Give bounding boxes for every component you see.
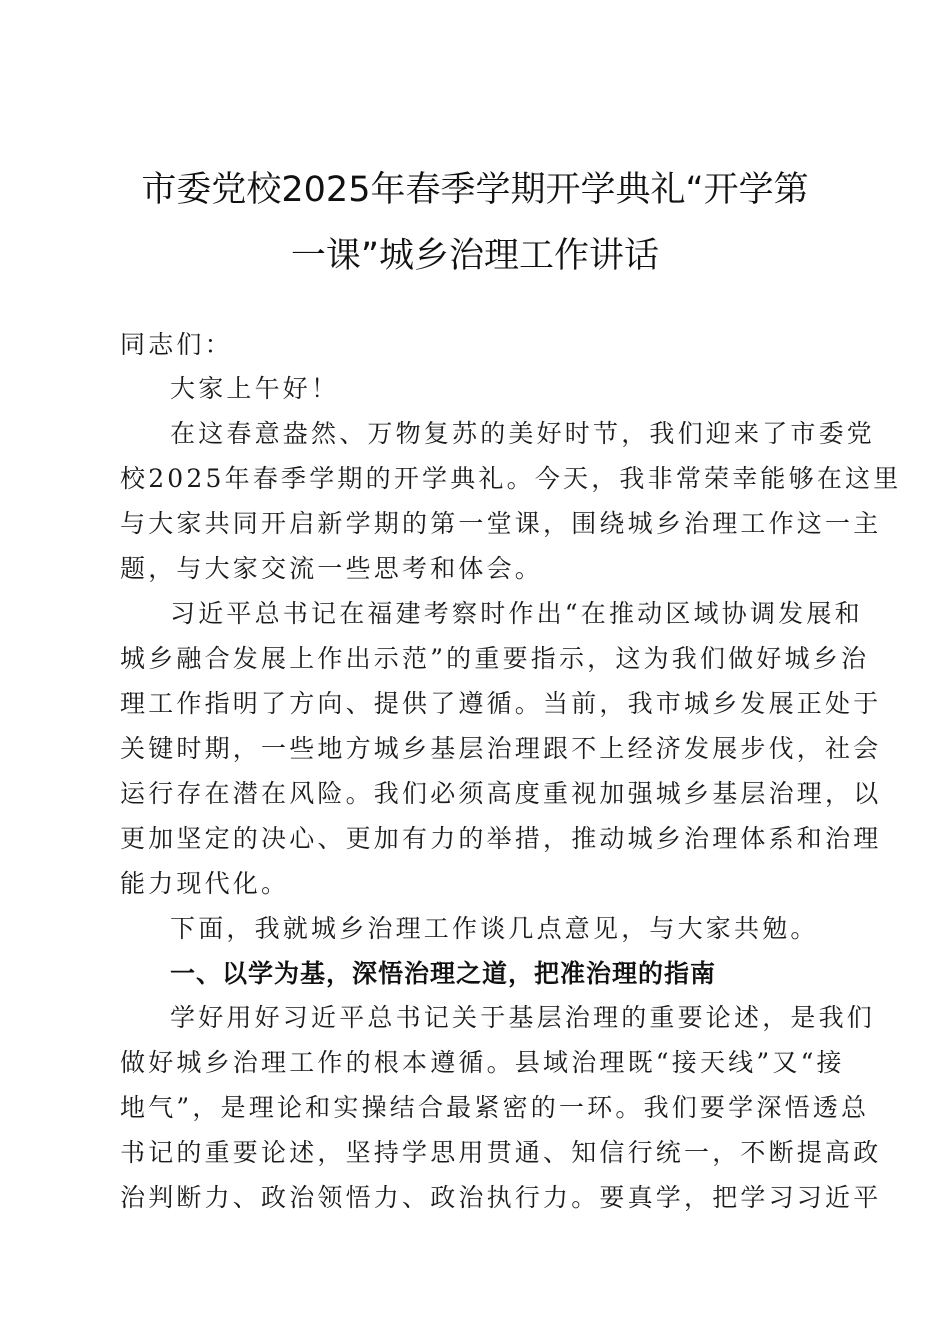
paragraph-line: 书记的重要论述，坚持学思用贯通、知信行统一，不断提高政 xyxy=(120,1138,882,1167)
paragraph-line: 校2025年春季学期的开学典礼。今天，我非常荣幸能够在这里 xyxy=(120,464,902,493)
paragraph-line: 在这春意盎然、万物复苏的美好时节，我们迎来了市委党 xyxy=(170,419,876,448)
greeting: 大家上午好！ xyxy=(170,374,340,403)
paragraph-line: 做好城乡治理工作的根本遵循。县域治理既“接天线”又“接 xyxy=(120,1048,845,1077)
paragraph-line: 能力现代化。 xyxy=(120,869,290,898)
section-heading-1: 一、以学为基，深悟治理之道，把准治理的指南 xyxy=(170,959,717,988)
paragraph-line: 运行存在潜在风险。我们必须高度重视加强城乡基层治理，以 xyxy=(120,779,882,808)
paragraph-line: 关键时期，一些地方城乡基层治理跟不上经济发展步伐，社会 xyxy=(120,734,882,763)
paragraph-line: 城乡融合发展上作出示范”的重要指示，这为我们做好城乡治 xyxy=(120,644,870,673)
paragraph-line: 与大家共同开启新学期的第一堂课，围绕城乡治理工作这一主 xyxy=(120,509,882,538)
paragraph-line: 治判断力、政治领悟力、政治执行力。要真学，把学习习近平 xyxy=(120,1183,882,1212)
paragraph-line: 更加坚定的决心、更加有力的举措，推动城乡治理体系和治理 xyxy=(120,824,882,853)
paragraph-line: 理工作指明了方向、提供了遵循。当前，我市城乡发展正处于 xyxy=(120,689,882,718)
paragraph-line: 地气”，是理论和实操结合最紧密的一环。我们要学深悟透总 xyxy=(120,1093,870,1122)
document-title-line-1: 市委党校2025年春季学期开学典礼“开学第 xyxy=(141,170,809,210)
paragraph-line: 题，与大家交流一些思考和体会。 xyxy=(120,554,544,583)
paragraph-line: 习近平总书记在福建考察时作出“在推动区域协调发展和 xyxy=(170,599,863,628)
paragraph-line: 下面，我就城乡治理工作谈几点意见，与大家共勉。 xyxy=(170,914,819,943)
salutation: 同志们： xyxy=(120,330,233,359)
document-title-line-2: 一课”城乡治理工作讲话 xyxy=(290,236,660,276)
paragraph-line: 学好用好习近平总书记关于基层治理的重要论述，是我们 xyxy=(170,1003,876,1032)
